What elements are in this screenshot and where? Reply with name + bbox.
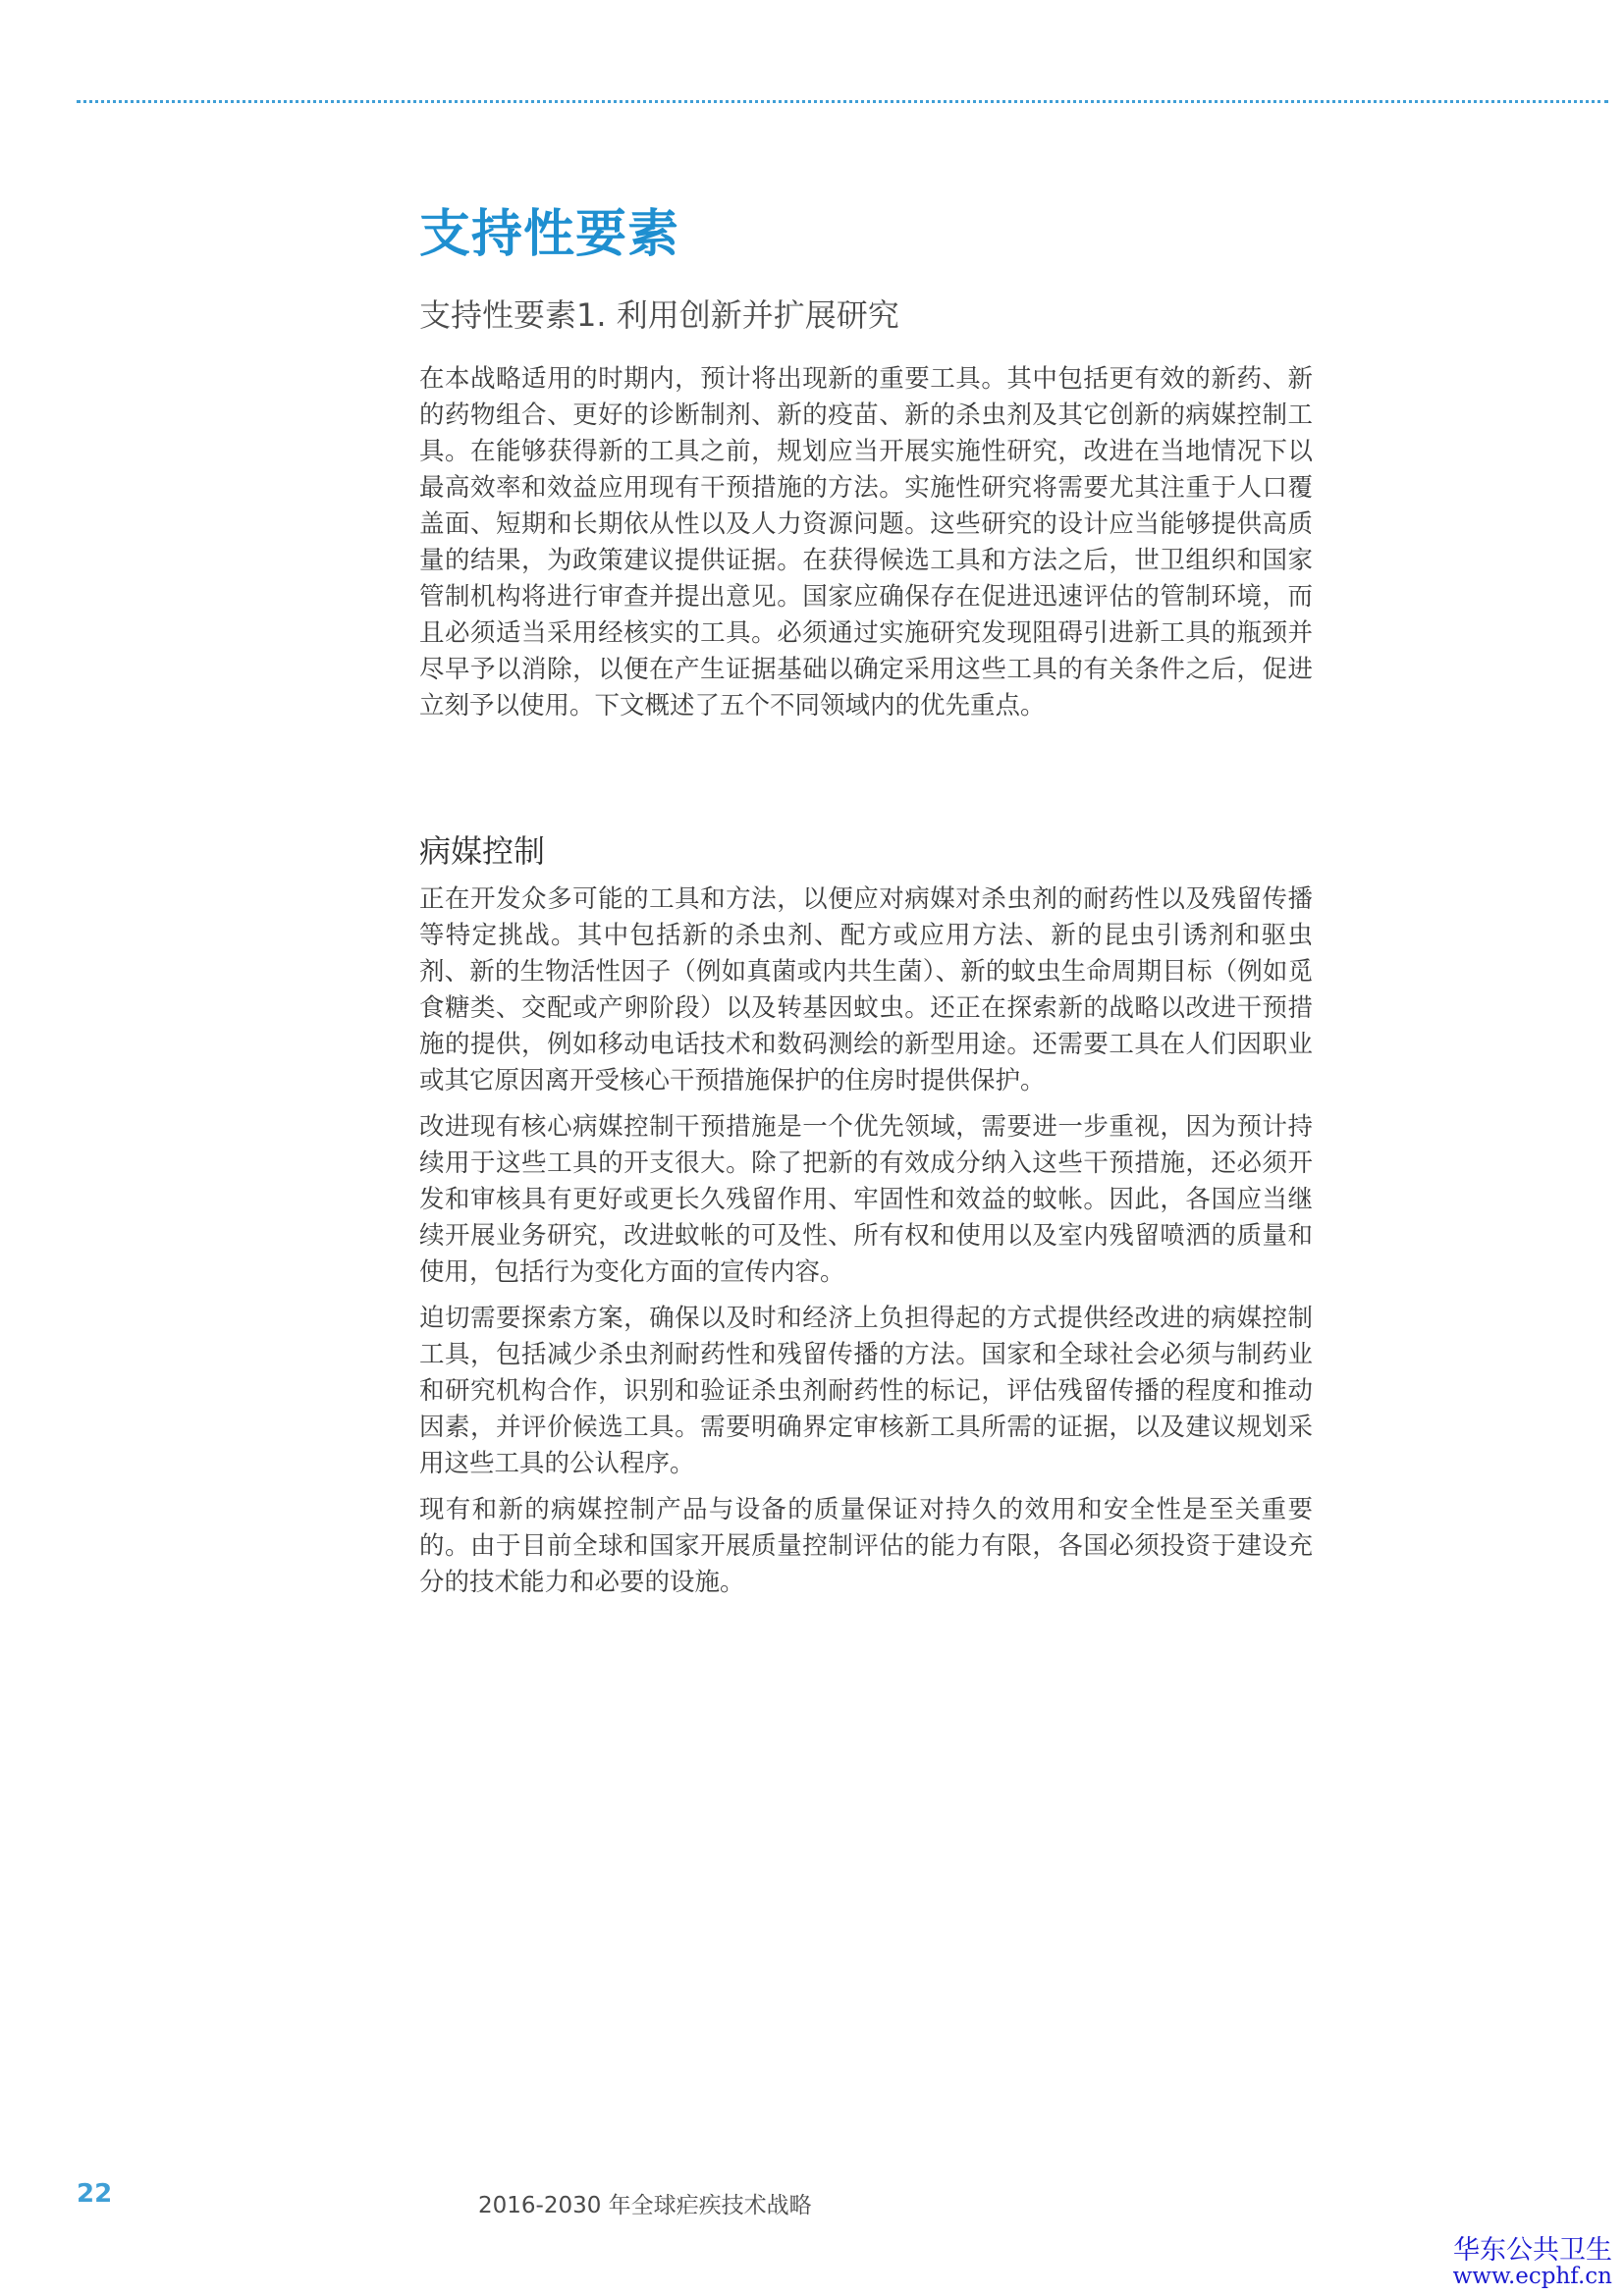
- intro-paragraph: 在本战略适用的时期内，预计将出现新的重要工具。其中包括更有效的新药、新的药物组合、更好的诊断制剂、新的疫苗、新的杀虫剂及其它创新的病媒控制工具。在能够获得新的工具之前，规划应当开展实施性研究，改进在当地情况下以最高效率和效益应用现有干预措施的方法。实施性研究将需要尤其注重于人口覆盖面、短期和长期依从性以及人力资源问题。这些研究的设计应当能够提供高质量的结果，为政策建议提供证据。在获得候选工具和方法之后，世卫组织和国家管制机构将进行审查并提出意见。国家应确保存在促进迅速评估的管制环境，而且必须适当采用经核实的工具。必须通过实施研究发现阻碍引进新工具的瓶颈并尽早予以消除，以便在产生证据基础以确定采用这些工具的有关条件之后，促进立刻予以使用。下文概述了五个不同领域内的优先重点。: [419, 364, 1313, 721]
- section-subtitle: 支持性要素1. 利用创新并扩展研究: [419, 296, 899, 334]
- top-dotted-rule: [77, 100, 1608, 103]
- body-paragraph: 改进现有核心病媒控制干预措施是一个优先领域，需要进一步重视，因为预计持续用于这些工具的开支很大。除了把新的有效成分纳入这些干预措施，还必须开发和审核具有更好或更长久残留作用、牢固性和效益的蚊帐。因此，各国应当继续开展业务研究，改进蚊帐的可及性、所有权和使用以及室内残留喷洒的质量和使用，包括行为变化方面的宣传内容。: [419, 1112, 1313, 1287]
- page-title: 支持性要素: [419, 205, 680, 264]
- footer-document-title: 2016-2030 年全球疟疾技术战略: [478, 2193, 812, 2218]
- page-number: 22: [77, 2179, 113, 2209]
- watermark-name: 华东公共卫生: [1453, 2235, 1612, 2266]
- intro-block: [419, 361, 1313, 734]
- body-paragraph: 现有和新的病媒控制产品与设备的质量保证对持久的效用和安全性是至关重要的。由于目前全球和国家开展质量控制评估的能力有限，各国必须投资于建设充分的技术能力和必要的设施。: [419, 1495, 1313, 1597]
- watermark-url[interactable]: www.ecphf.cn: [1452, 2264, 1612, 2289]
- vector-control-body: [419, 881, 1313, 1611]
- vector-control-heading: 病媒控制: [419, 832, 546, 870]
- body-paragraph: 正在开发众多可能的工具和方法，以便应对病媒对杀虫剂的耐药性以及残留传播等特定挑战。其中包括新的杀虫剂、配方或应用方法、新的昆虫引诱剂和驱虫剂、新的生物活性因子（例如真菌或内共生菌）、新的蚊虫生命周期目标（例如觅食糖类、交配或产卵阶段）以及转基因蚊虫。还正在探索新的战略以改进干预措施的提供，例如移动电话技术和数码测绘的新型用途。还需要工具在人们因职业或其它原因离开受核心干预措施保护的住房时提供保护。: [419, 884, 1313, 1095]
- body-paragraph: 迫切需要探索方案，确保以及时和经济上负担得起的方式提供经改进的病媒控制工具，包括减少杀虫剂耐药性和残留传播的方法。国家和全球社会必须与制药业和研究机构合作，识别和验证杀虫剂耐药性的标记，评估残留传播的程度和推动因素，并评价候选工具。需要明确界定审核新工具所需的证据，以及建议规划采用这些工具的公认程序。: [419, 1304, 1313, 1478]
